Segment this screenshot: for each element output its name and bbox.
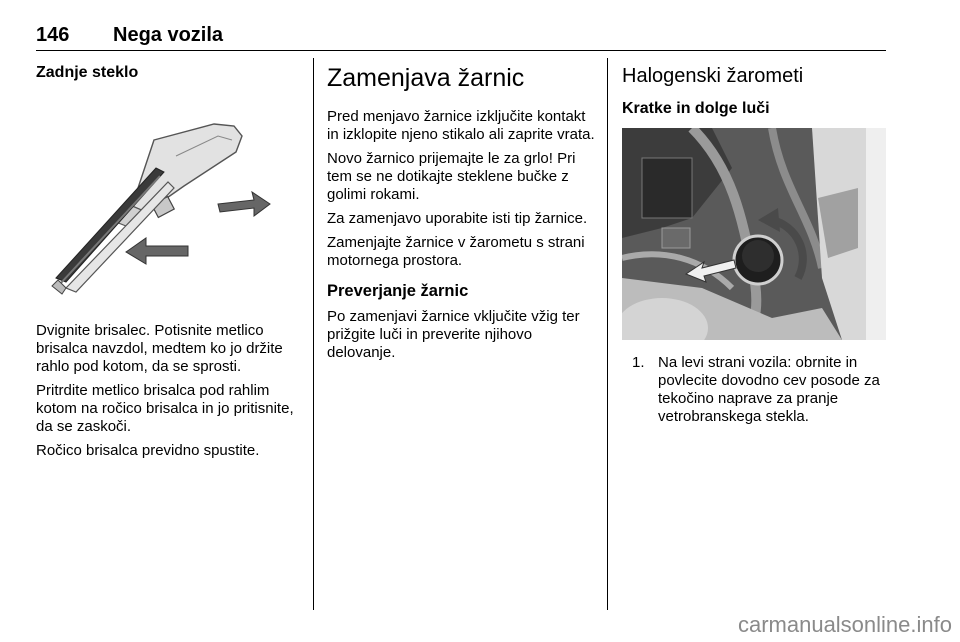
- section-heading-rear-window: Zadnje steklo: [36, 64, 139, 81]
- paragraph: Po zamenjavi žarnice vključite vžig ter prižgite luči in preverite njihovo delovanje.: [327, 308, 580, 361]
- chapter-title: Nega vozila: [113, 24, 224, 46]
- paragraph: Ročico brisalca previdno spustite.: [36, 442, 260, 459]
- list-text: Na levi strani vozila: obrnite in povlecite dovodno cev posode za tekočino naprave za pranje vetrobranskega stekla.: [658, 354, 880, 425]
- paragraph: Za zamenjavo uporabite isti tip žarnice.: [327, 210, 588, 227]
- column-halogen-headlights: [622, 62, 888, 426]
- paragraph: Zamenjajte žarnice v žarometu s strani motornega prostora.: [327, 234, 585, 269]
- page-number: 146: [36, 24, 70, 46]
- subsection-heading-low-high-beam: Kratke in dolge luči: [622, 100, 770, 117]
- engine-bay-photo: [622, 128, 886, 340]
- header-rule: [36, 50, 886, 51]
- column-rear-window: [36, 62, 300, 460]
- paragraph: Pred menjavo žarnice izključite kontakt in izklopite njeno stikalo ali zaprite vrata.: [327, 108, 595, 143]
- list-number: 1.: [632, 354, 645, 371]
- paragraph: Pritrdite metlico brisalca pod rahlim kotom na ročico brisalca in jo pritisnite, da se zaskoči.: [36, 382, 294, 435]
- list-item: [622, 354, 888, 426]
- paragraph: Dvignite brisalec. Potisnite metlico brisalca navzdol, medtem ko jo držite rahlo pod kotom, da se sprosti.: [36, 322, 283, 375]
- column-bulb-replacement: [327, 62, 595, 362]
- column-divider-1: [313, 58, 314, 610]
- page-header: [36, 6, 886, 50]
- section-title-bulb-replacement: Zamenjava žarnic: [327, 64, 525, 92]
- paragraph: Novo žarnico prijemajte le za grlo! Pri tem se ne dotikajte steklene bučke z golimi rokami.: [327, 150, 576, 203]
- subsection-title-bulb-check: Preverjanje žarnic: [327, 282, 469, 300]
- section-title-halogen-headlights: Halogenski žarometi: [622, 65, 804, 87]
- watermark: carmanualsonline.info: [737, 612, 952, 637]
- column-divider-2: [607, 58, 608, 610]
- wiper-arm-illustration: [36, 96, 300, 308]
